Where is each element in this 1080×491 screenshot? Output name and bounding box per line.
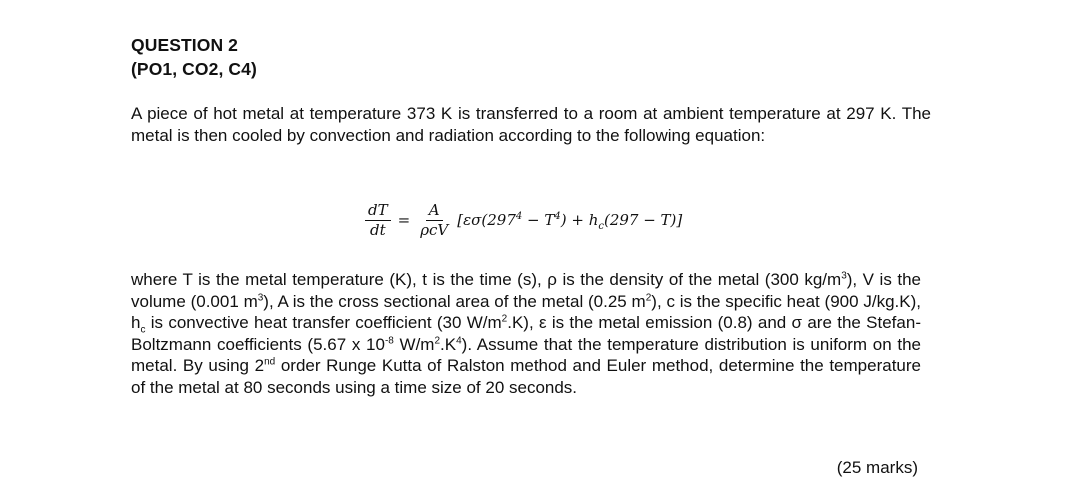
body-text-8: .K — [440, 334, 457, 354]
body-sup-7: 4 — [456, 335, 462, 347]
rhs-bracket-expression — [457, 211, 683, 232]
question-outcomes: (PO1, CO2, C4) — [131, 59, 257, 79]
question-title: QUESTION 2 — [131, 35, 238, 55]
rhs-denominator: ρcV — [420, 220, 449, 239]
lhs-numerator: dT — [365, 201, 391, 221]
rhs-sub-c: c — [598, 221, 604, 232]
body-text-3: ), A is the cross sectional area of the metal (0.25 m — [263, 291, 646, 311]
rhs-part-d: (297 − T)] — [603, 211, 683, 229]
rhs-part-a: [εσ(297 — [457, 211, 516, 229]
lhs-denominator: dt — [369, 220, 386, 239]
body-sup-5: -8 — [384, 335, 394, 347]
body-text-4: ), c is the specific heat (900 J/kg.K), h — [131, 291, 921, 333]
body-sup-1: 3 — [841, 270, 847, 282]
marks-label: (25 marks) — [836, 458, 918, 477]
body-text-5: is convective heat transfer coefficient (30 W/m — [145, 313, 502, 333]
body-sup-2: 3 — [257, 291, 264, 303]
body-sub-1: c — [140, 324, 146, 336]
rhs-exp-a: 4 — [515, 211, 523, 222]
body-sup-3: 2 — [645, 291, 652, 303]
rhs-part-c: ) + h — [560, 211, 599, 229]
equals-sign: = — [397, 211, 411, 229]
body-text-6: .K), ε is the metal emission (0.8) and σ are the Stefan-Boltzmann coefficients (5.67 x 10 — [131, 313, 921, 354]
variables-paragraph — [131, 269, 921, 399]
rhs-numerator: A — [426, 201, 443, 221]
intro-paragraph: A piece of hot metal at temperature 373 K is transferred to a room at ambient temperature at 297 K. The metal is then cooled by convection and radiation according to the following equation: — [131, 104, 931, 145]
body-text-9: ). Assume that the temperature distribution is uniform on the metal. By using 2 — [131, 334, 921, 376]
body-text-10: order Runge Kutta of Ralston method and Euler method, determine the temperature of the metal at 80 seconds using a time size of 20 seconds. — [131, 356, 921, 397]
body-sup-6: 2 — [434, 335, 441, 347]
body-text-7: W/m — [393, 334, 435, 354]
body-text-2: ), V is the volume (0.001 m — [131, 270, 921, 311]
body-text-1: where T is the metal temperature (K), t is the time (s), ρ is the density of the metal (300 kg/m — [131, 270, 842, 289]
lhs-fraction — [365, 201, 391, 240]
rhs-part-b: − T — [522, 211, 555, 229]
rhs-fraction — [417, 201, 451, 240]
rhs-exp-b: 4 — [554, 211, 561, 222]
body-sup-4: 2 — [501, 313, 508, 325]
body-sup-8: nd — [264, 356, 276, 368]
cooling-equation — [361, 190, 682, 250]
